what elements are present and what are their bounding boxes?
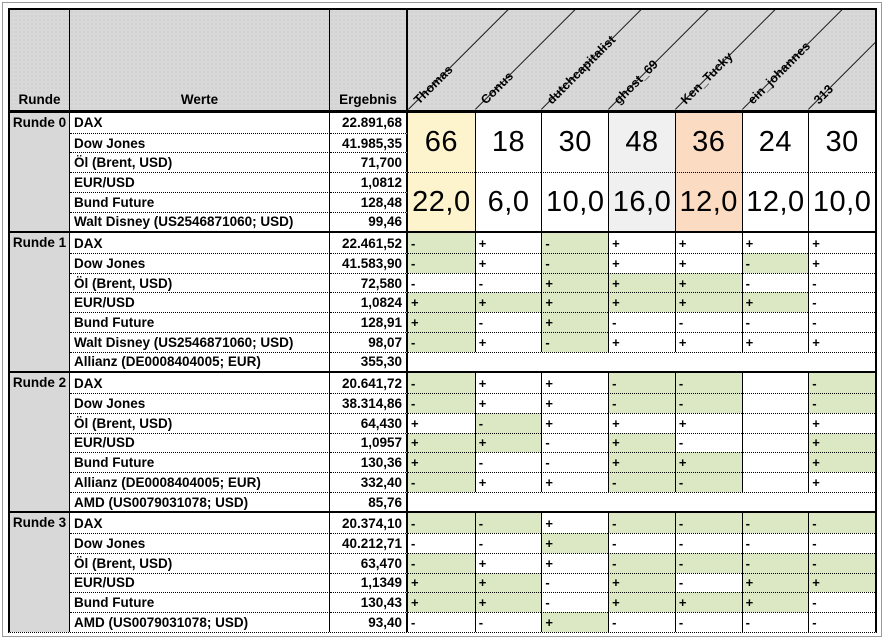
prediction-cell[interactable]: +	[408, 452, 475, 472]
header-ergebnis[interactable]: Ergebnis	[330, 10, 408, 110]
prediction-cell[interactable]: -	[608, 553, 675, 573]
player-header-ein_johannes[interactable]: ein_johannes	[744, 38, 813, 107]
round-label[interactable]: Runde 3	[10, 513, 70, 631]
prediction-cell[interactable]: -	[675, 433, 742, 453]
prediction-cell[interactable]: -	[541, 253, 608, 273]
asset-name-cell[interactable]: DAX	[70, 513, 330, 533]
asset-name-cell[interactable]: EUR/USD	[70, 573, 330, 593]
prediction-cell[interactable]: +	[808, 413, 875, 433]
prediction-cell[interactable]: +	[541, 612, 608, 632]
score-total-cell[interactable]: 30	[808, 113, 875, 172]
result-cell[interactable]: 1,0957	[330, 433, 408, 453]
result-cell[interactable]: 93,40	[330, 612, 408, 632]
asset-name-cell[interactable]: DAX	[70, 233, 330, 253]
rounds-container	[10, 113, 875, 632]
asset-name-cell[interactable]: Dow Jones	[70, 253, 330, 273]
prediction-cell[interactable]: +	[608, 573, 675, 593]
prediction-cell[interactable]: -	[475, 312, 542, 332]
prediction-cell[interactable]: +	[608, 413, 675, 433]
result-cell[interactable]: 85,76	[330, 492, 408, 512]
prediction-cell[interactable]: -	[675, 312, 742, 332]
prediction-cell[interactable]: -	[541, 233, 608, 253]
prediction-cell[interactable]: +	[808, 573, 875, 593]
score-total-cell[interactable]: 18	[475, 113, 542, 172]
prediction-cell[interactable]: +	[475, 553, 542, 573]
score-total-cell[interactable]: 30	[541, 113, 608, 172]
prediction-cell[interactable]: -	[408, 253, 475, 273]
prediction-cell[interactable]: -	[742, 312, 809, 332]
score-total-cell[interactable]: 24	[742, 113, 809, 172]
result-cell[interactable]: 40.212,71	[330, 533, 408, 553]
asset-name-cell[interactable]: Dow Jones	[70, 393, 330, 413]
prediction-cell[interactable]: +	[675, 332, 742, 352]
score-total-cell[interactable]: 66	[408, 113, 475, 172]
prediction-cell[interactable]: -	[475, 273, 542, 293]
prediction-cell[interactable]: -	[408, 553, 475, 573]
prediction-cell[interactable]: +	[808, 233, 875, 253]
prediction-cell[interactable]: -	[608, 472, 675, 492]
prediction-cell[interactable]: +	[808, 253, 875, 273]
prediction-cell[interactable]: +	[408, 292, 475, 312]
prediction-cell[interactable]: +	[742, 592, 809, 612]
prediction-cell[interactable]: +	[475, 592, 542, 612]
asset-name-cell[interactable]: Öl (Brent, USD)	[70, 273, 330, 293]
prediction-cell[interactable]: -	[408, 513, 475, 533]
prediction-cell[interactable]: +	[408, 433, 475, 453]
prediction-cell[interactable]: +	[541, 393, 608, 413]
score-round-cell[interactable]: 22,0	[408, 172, 475, 231]
prediction-cell[interactable]: +	[742, 573, 809, 593]
prediction-cell[interactable]	[742, 433, 809, 453]
prediction-cell[interactable]: +	[475, 573, 542, 593]
player-header-dutchcapitalist[interactable]: dutchcapitalist	[544, 32, 619, 107]
asset-name-cell[interactable]: AMD (US0079031078; USD)	[70, 492, 330, 512]
round-block	[10, 113, 875, 231]
prediction-cell[interactable]: +	[475, 373, 542, 393]
prediction-cell[interactable]: +	[808, 332, 875, 352]
player-header-Ken_Tucky[interactable]: Ken_Tucky	[677, 49, 736, 107]
prediction-cell[interactable]: -	[742, 513, 809, 533]
result-cell[interactable]: 63,470	[330, 553, 408, 573]
prediction-cell[interactable]: +	[541, 472, 608, 492]
prediction-cell[interactable]: -	[808, 373, 875, 393]
prediction-cell[interactable]: +	[608, 273, 675, 293]
prediction-cell[interactable]: +	[608, 433, 675, 453]
header-werte[interactable]: Werte	[70, 10, 330, 110]
prediction-cell[interactable]: +	[541, 553, 608, 573]
prediction-cell[interactable]: -	[742, 533, 809, 553]
score-total-cell[interactable]: 48	[608, 113, 675, 172]
prediction-cell[interactable]: +	[675, 253, 742, 273]
prediction-cell[interactable]: +	[808, 472, 875, 492]
asset-name-cell[interactable]: EUR/USD	[70, 172, 330, 192]
prediction-cell[interactable]: -	[808, 393, 875, 413]
prediction-cell[interactable]: -	[808, 553, 875, 573]
prediction-cell[interactable]: -	[408, 332, 475, 352]
prediction-cell[interactable]: +	[475, 253, 542, 273]
prediction-cell[interactable]: -	[808, 533, 875, 553]
round-block	[10, 511, 875, 631]
table-header-row	[10, 10, 875, 113]
result-cell[interactable]: 130,36	[330, 452, 408, 472]
prediction-cell[interactable]: -	[675, 533, 742, 553]
prediction-cell[interactable]: -	[541, 452, 608, 472]
result-cell[interactable]: 41.583,90	[330, 253, 408, 273]
prediction-cell[interactable]: -	[408, 373, 475, 393]
prediction-cell[interactable]: +	[541, 533, 608, 553]
empty-row-cell[interactable]	[408, 492, 875, 512]
prediction-cell[interactable]	[742, 472, 809, 492]
asset-name-cell[interactable]: AMD (US0079031078; USD)	[70, 612, 330, 632]
asset-name-cell[interactable]: Öl (Brent, USD)	[70, 152, 330, 172]
prediction-cell[interactable]: +	[608, 253, 675, 273]
result-cell[interactable]: 64,430	[330, 413, 408, 433]
result-cell[interactable]: 22.461,52	[330, 233, 408, 253]
prediction-cell[interactable]: +	[608, 332, 675, 352]
result-cell[interactable]: 130,43	[330, 592, 408, 612]
prediction-cell[interactable]: -	[608, 533, 675, 553]
prediction-cell[interactable]: +	[742, 332, 809, 352]
result-cell[interactable]: 332,40	[330, 472, 408, 492]
empty-row-cell[interactable]	[408, 352, 875, 372]
prediction-cell[interactable]: +	[475, 472, 542, 492]
player-header-313[interactable]: 313	[811, 81, 837, 107]
prediction-cell[interactable]: -	[742, 612, 809, 632]
asset-name-cell[interactable]: EUR/USD	[70, 292, 330, 312]
header-runde[interactable]: Runde	[10, 10, 70, 110]
prediction-cell[interactable]: -	[608, 312, 675, 332]
prediction-cell[interactable]: +	[408, 413, 475, 433]
prediction-cell[interactable]: +	[742, 292, 809, 312]
asset-name-cell[interactable]: Allianz (DE0008404005; EUR)	[70, 472, 330, 492]
player-header-Conus[interactable]: Conus	[477, 68, 516, 107]
asset-name-cell[interactable]: DAX	[70, 113, 330, 133]
asset-name-cell[interactable]: EUR/USD	[70, 433, 330, 453]
prediction-cell[interactable]	[742, 452, 809, 472]
prediction-cell[interactable]: +	[808, 452, 875, 472]
result-cell[interactable]: 355,30	[330, 352, 408, 372]
prediction-cell[interactable]: +	[675, 452, 742, 472]
asset-name-cell[interactable]: Walt Disney (US2546871060; USD)	[70, 212, 330, 232]
prediction-cell[interactable]: +	[541, 373, 608, 393]
result-cell[interactable]: 1,0824	[330, 292, 408, 312]
score-round-cell[interactable]: 10,0	[808, 172, 875, 231]
prediction-cell[interactable]: -	[808, 592, 875, 612]
prediction-cell[interactable]: +	[475, 433, 542, 453]
prediction-cell[interactable]: -	[742, 553, 809, 573]
prediction-cell[interactable]: -	[475, 452, 542, 472]
round-label[interactable]: Runde 1	[10, 233, 70, 371]
prediction-cell[interactable]: -	[675, 472, 742, 492]
prediction-cell[interactable]: +	[675, 592, 742, 612]
result-cell[interactable]: 128,91	[330, 312, 408, 332]
prediction-cell[interactable]: +	[675, 273, 742, 293]
prediction-cell[interactable]: -	[742, 253, 809, 273]
result-cell[interactable]: 98,07	[330, 332, 408, 352]
prediction-cell[interactable]: +	[608, 233, 675, 253]
prediction-cell[interactable]: +	[408, 312, 475, 332]
prediction-cell[interactable]: +	[608, 292, 675, 312]
prediction-cell[interactable]: +	[541, 413, 608, 433]
asset-name-cell[interactable]: Bund Future	[70, 452, 330, 472]
prediction-cell[interactable]	[742, 373, 809, 393]
prediction-cell[interactable]	[742, 413, 809, 433]
prediction-cell[interactable]: -	[808, 292, 875, 312]
prediction-cell[interactable]: -	[608, 612, 675, 632]
score-round-cell[interactable]: 12,0	[675, 172, 742, 231]
prediction-cell[interactable]: -	[408, 273, 475, 293]
player-header-Thomas[interactable]: Thomas	[411, 62, 456, 107]
round-label[interactable]: Runde 2	[10, 373, 70, 511]
prediction-cell[interactable]: -	[475, 612, 542, 632]
prediction-cell[interactable]: -	[408, 233, 475, 253]
round-block	[10, 371, 875, 511]
prediction-cell[interactable]: -	[742, 273, 809, 293]
result-cell[interactable]: 41.985,35	[330, 133, 408, 153]
asset-name-cell[interactable]: Dow Jones	[70, 133, 330, 153]
score-round-cell[interactable]: 10,0	[541, 172, 608, 231]
prediction-cell[interactable]: -	[408, 472, 475, 492]
round-label[interactable]: Runde 0	[10, 113, 70, 231]
score-total-cell[interactable]: 36	[675, 113, 742, 172]
prediction-cell[interactable]: -	[808, 513, 875, 533]
result-cell[interactable]: 72,580	[330, 273, 408, 293]
player-header-ghost_69[interactable]: ghost_69	[611, 57, 662, 107]
asset-name-cell[interactable]: DAX	[70, 373, 330, 393]
result-cell[interactable]: 1,0812	[330, 172, 408, 192]
asset-name-cell[interactable]: Bund Future	[70, 592, 330, 612]
prediction-cell[interactable]: +	[475, 332, 542, 352]
prediction-cell[interactable]: +	[541, 312, 608, 332]
prediction-cell[interactable]: +	[475, 393, 542, 413]
prediction-cell[interactable]: -	[475, 533, 542, 553]
prediction-cell[interactable]: -	[408, 393, 475, 413]
prediction-cell[interactable]: +	[408, 592, 475, 612]
score-round-cell[interactable]: 16,0	[608, 172, 675, 231]
prediction-cell[interactable]: +	[541, 513, 608, 533]
prediction-cell[interactable]: -	[475, 413, 542, 433]
result-cell[interactable]: 128,48	[330, 192, 408, 212]
asset-name-cell[interactable]: Walt Disney (US2546871060; USD)	[70, 332, 330, 352]
prediction-cell[interactable]: +	[675, 233, 742, 253]
asset-name-cell[interactable]: Bund Future	[70, 192, 330, 212]
prediction-cell[interactable]: -	[608, 373, 675, 393]
result-cell[interactable]: 38.314,86	[330, 393, 408, 413]
score-round-cell[interactable]: 12,0	[742, 172, 809, 231]
result-cell[interactable]: 22.891,68	[330, 113, 408, 133]
result-cell[interactable]: 20.641,72	[330, 373, 408, 393]
result-cell[interactable]: 99,46	[330, 212, 408, 232]
result-cell[interactable]: 71,700	[330, 152, 408, 172]
prediction-cell[interactable]: -	[675, 553, 742, 573]
prediction-cell[interactable]: -	[808, 312, 875, 332]
prediction-cell[interactable]: +	[675, 292, 742, 312]
player-headers	[408, 10, 875, 110]
result-cell[interactable]: 20.374,10	[330, 513, 408, 533]
asset-name-cell[interactable]: Öl (Brent, USD)	[70, 553, 330, 573]
prediction-cell[interactable]: +	[675, 413, 742, 433]
prediction-cell[interactable]: -	[675, 513, 742, 533]
prediction-cell[interactable]: +	[808, 433, 875, 453]
prediction-cell[interactable]: +	[475, 233, 542, 253]
score-round-cell[interactable]: 6,0	[475, 172, 542, 231]
prediction-cell[interactable]: -	[675, 373, 742, 393]
prediction-cell[interactable]: -	[675, 393, 742, 413]
prediction-cell[interactable]: +	[608, 592, 675, 612]
prediction-cell[interactable]: +	[541, 292, 608, 312]
prediction-cell[interactable]: +	[408, 573, 475, 593]
prediction-cell[interactable]: -	[608, 513, 675, 533]
prediction-cell[interactable]: +	[541, 273, 608, 293]
asset-name-cell[interactable]: Allianz (DE0008404005; EUR)	[70, 352, 330, 372]
prediction-cell[interactable]: -	[408, 533, 475, 553]
prediction-cell[interactable]: -	[408, 612, 475, 632]
round-block	[10, 231, 875, 371]
prediction-cell[interactable]: +	[475, 292, 542, 312]
prediction-cell[interactable]: -	[475, 513, 542, 533]
prediction-cell[interactable]: +	[608, 452, 675, 472]
prediction-cell[interactable]: -	[808, 612, 875, 632]
prediction-cell[interactable]: -	[541, 433, 608, 453]
prediction-cell[interactable]: -	[541, 332, 608, 352]
prediction-cell[interactable]	[742, 393, 809, 413]
prediction-cell[interactable]: -	[675, 612, 742, 632]
prediction-game-table	[8, 8, 877, 633]
prediction-cell[interactable]: -	[541, 592, 608, 612]
asset-name-cell[interactable]: Bund Future	[70, 312, 330, 332]
asset-name-cell[interactable]: Öl (Brent, USD)	[70, 413, 330, 433]
prediction-cell[interactable]: -	[808, 273, 875, 293]
prediction-cell[interactable]: +	[742, 233, 809, 253]
asset-name-cell[interactable]: Dow Jones	[70, 533, 330, 553]
prediction-cell[interactable]: -	[675, 573, 742, 593]
prediction-cell[interactable]: -	[541, 573, 608, 593]
prediction-cell[interactable]: -	[608, 393, 675, 413]
result-cell[interactable]: 1,1349	[330, 573, 408, 593]
